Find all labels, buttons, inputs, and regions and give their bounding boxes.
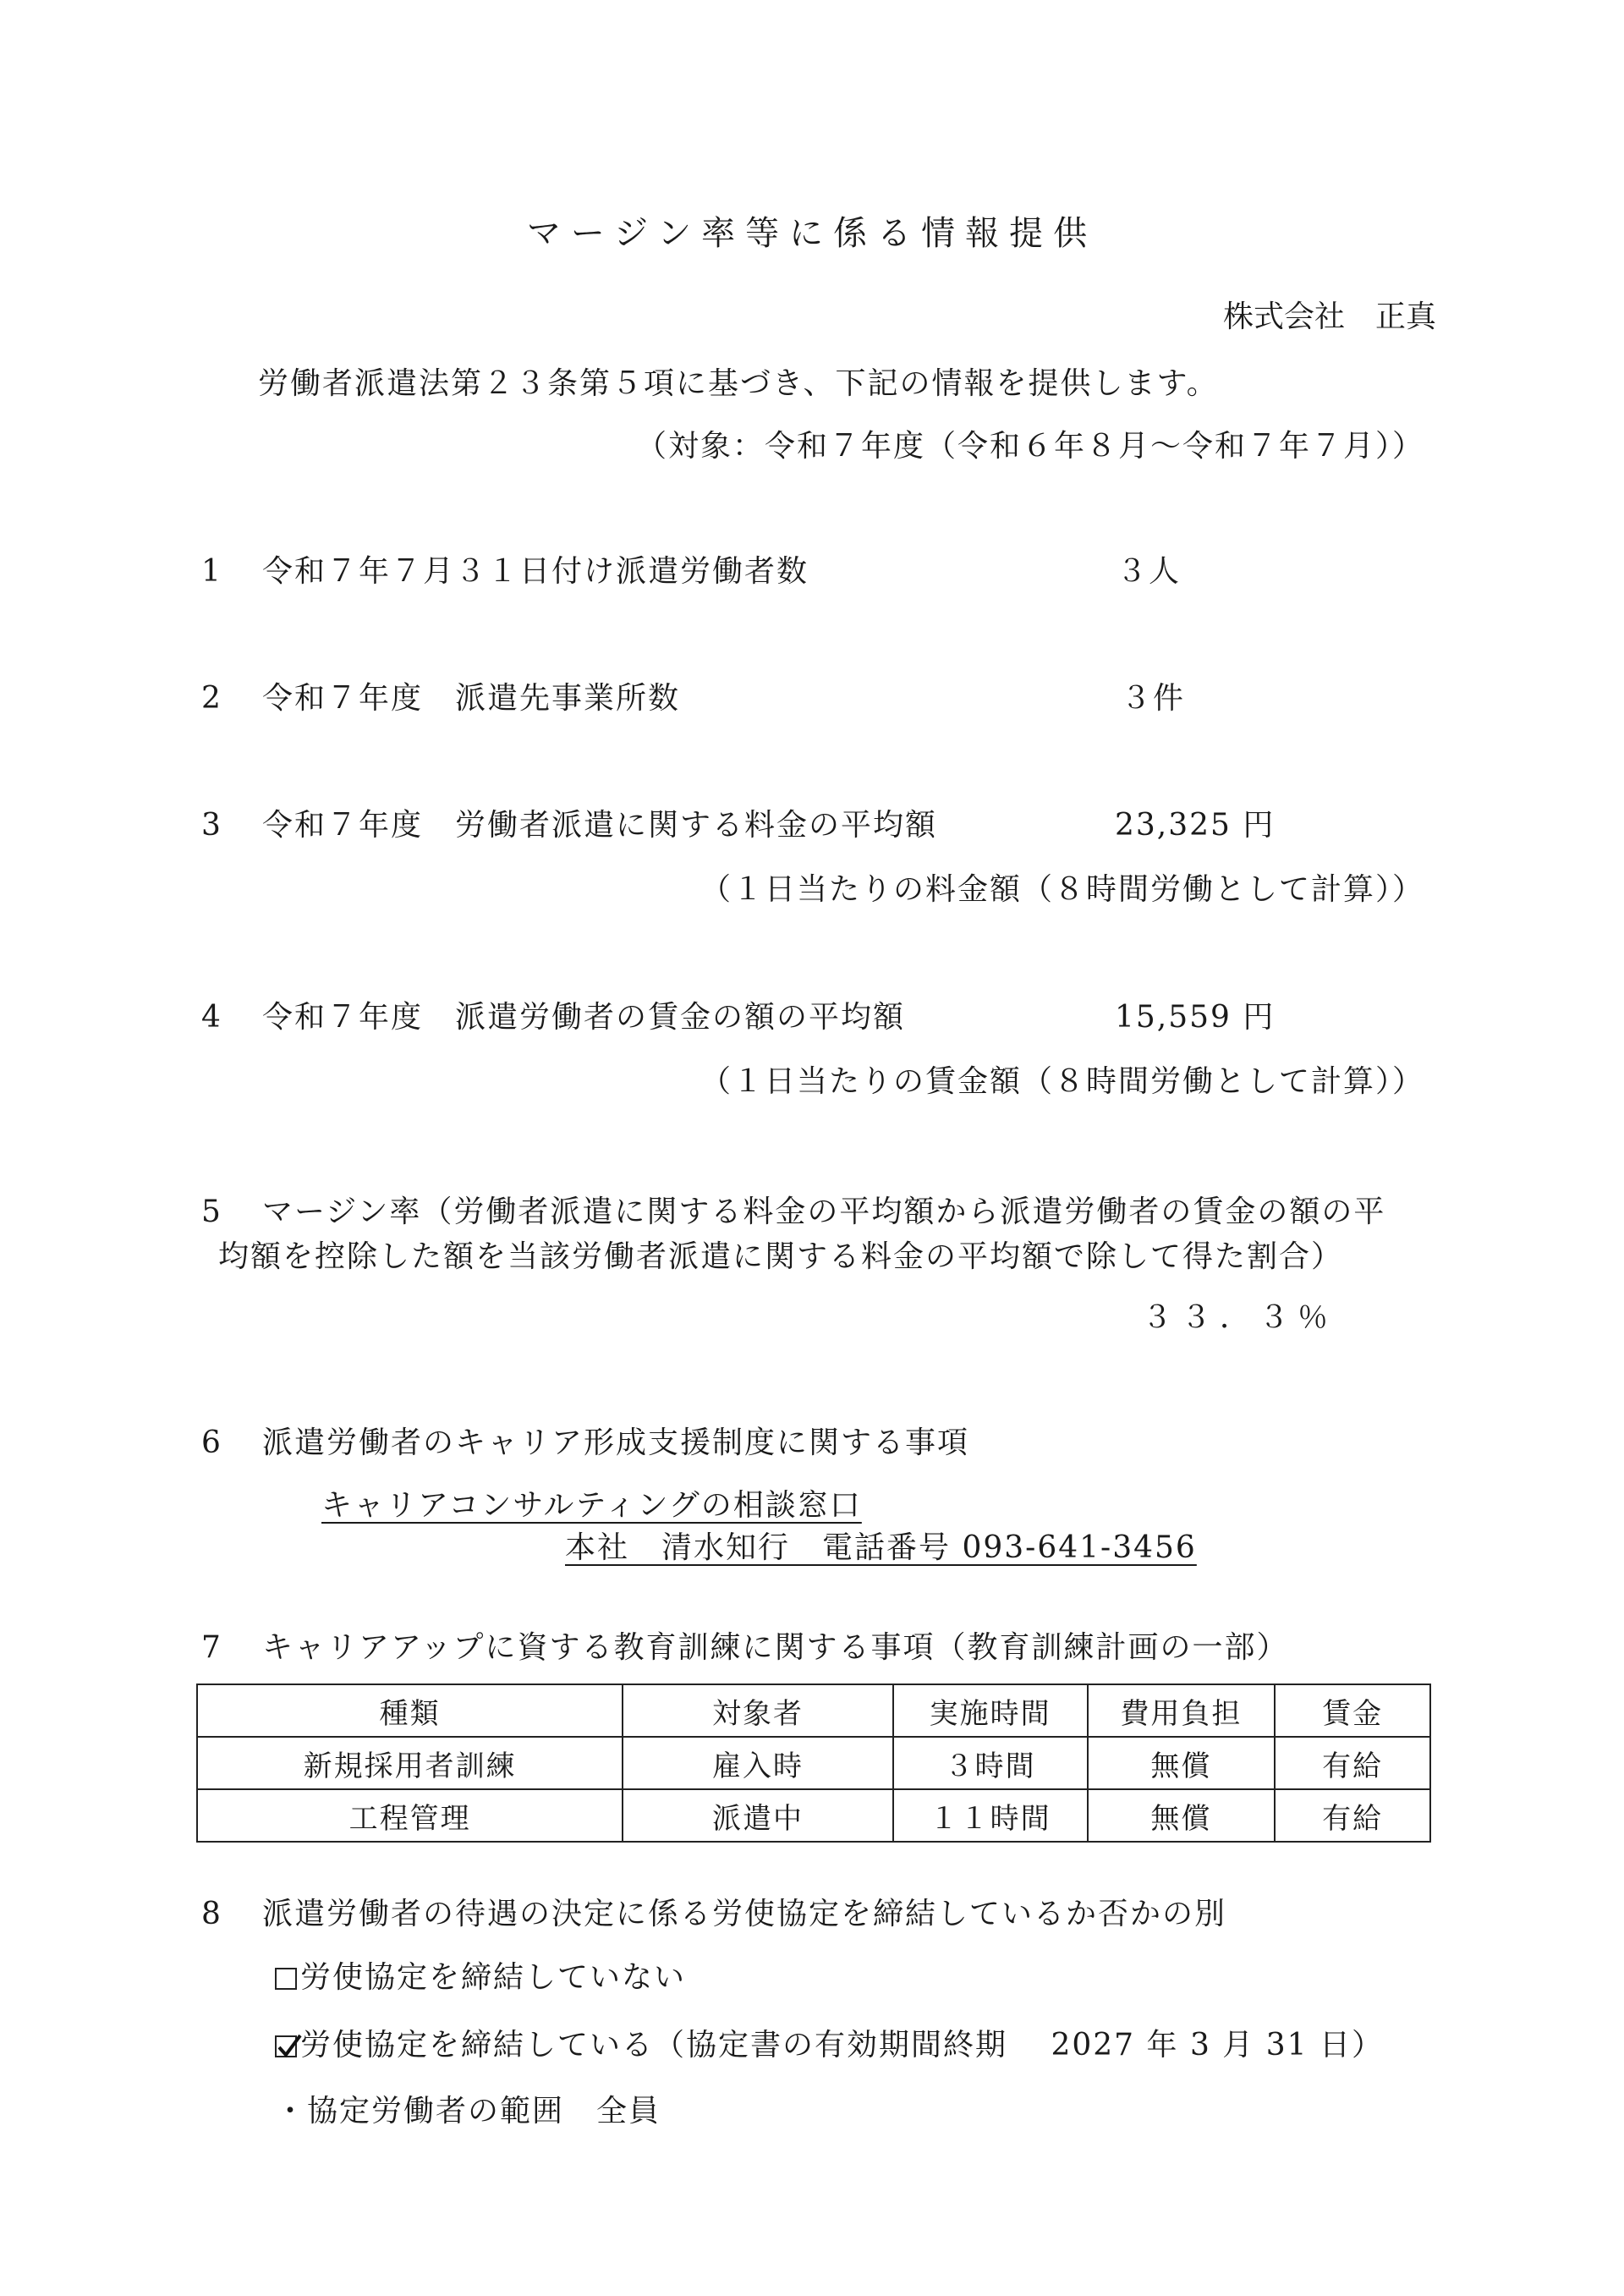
table-cell: 工程管理 bbox=[197, 1789, 623, 1842]
table-cell: ３時間 bbox=[893, 1737, 1088, 1789]
option-agreement-label: 労使協定を締結している（協定書の有効期間終期 2027 年 3 月 31 日） bbox=[300, 2028, 1384, 2063]
career-consulting-contact: 本社 清水知行 電話番号 093-641-3456 bbox=[565, 1530, 1197, 1565]
item-4-number: 4 bbox=[201, 1000, 221, 1035]
table-header: 実施時間 bbox=[893, 1684, 1088, 1737]
table-cell: 有給 bbox=[1275, 1737, 1430, 1789]
item-3-value: 23,325 円 bbox=[1115, 808, 1276, 843]
item-8-text: 派遣労働者の待遇の決定に係る労使協定を締結しているか否かの別 bbox=[262, 1897, 1227, 1931]
item-3-text: 令和７年度 労働者派遣に関する料金の平均額 bbox=[262, 808, 938, 843]
table-cell: １１時間 bbox=[893, 1789, 1088, 1842]
table-cell: 新規採用者訓練 bbox=[197, 1737, 623, 1789]
item-6-text: 派遣労働者のキャリア形成支援制度に関する事項 bbox=[262, 1425, 970, 1460]
item-5-number: 5 bbox=[201, 1195, 221, 1229]
option-no-agreement-label: 労使協定を締結していない bbox=[300, 1960, 687, 1995]
item-5-line2: 均額を控除した額を当該労働者派遣に関する料金の平均額で除して得た割合） bbox=[218, 1239, 1344, 1274]
table-row bbox=[197, 1789, 1430, 1842]
item-2-text: 令和７年度 派遣先事業所数 bbox=[262, 681, 681, 716]
option-no-agreement bbox=[275, 1960, 687, 1995]
item-2-number: 2 bbox=[201, 681, 221, 716]
item-8-number: 8 bbox=[201, 1897, 221, 1931]
item-4-text: 令和７年度 派遣労働者の賃金の額の平均額 bbox=[262, 1000, 906, 1035]
table-header: 費用負担 bbox=[1088, 1684, 1276, 1737]
company-name: 株式会社 正真 bbox=[1222, 299, 1436, 334]
item-7-number: 7 bbox=[201, 1630, 221, 1665]
scope-text: （対象：令和７年度（令和６年８月～令和７年７月）） bbox=[635, 429, 1424, 464]
table-header: 賃金 bbox=[1275, 1684, 1430, 1737]
page-title: マージン率等に係る情報提供 bbox=[526, 214, 1098, 253]
table-header-row bbox=[197, 1684, 1430, 1737]
table-header: 種類 bbox=[197, 1684, 623, 1737]
table-cell: 有給 bbox=[1275, 1789, 1430, 1842]
item-7-text: キャリアアップに資する教育訓練に関する事項（教育訓練計画の一部） bbox=[262, 1630, 1289, 1665]
intro-text: 労働者派遣法第２３条第５項に基づき、下記の情報を提供します。 bbox=[258, 366, 1219, 401]
item-1-text: 令和７年７月３１日付け派遣労働者数 bbox=[262, 554, 809, 589]
option-agreement bbox=[275, 2030, 1384, 2061]
item-6-number: 6 bbox=[201, 1425, 221, 1460]
item-3-note: （１日当たりの料金額（８時間労働として計算）） bbox=[700, 872, 1424, 907]
item-5-value: ３３．３％ bbox=[1142, 1300, 1337, 1335]
item-1-number: 1 bbox=[201, 554, 221, 589]
table-cell: 無償 bbox=[1088, 1789, 1276, 1842]
table-cell: 雇入時 bbox=[623, 1737, 893, 1789]
item-4-note: （１日当たりの賃金額（８時間労働として計算）） bbox=[700, 1064, 1424, 1099]
career-consulting-desk: キャリアコンサルティングの相談窓口 bbox=[321, 1488, 862, 1523]
item-1-value: ３人 bbox=[1116, 554, 1182, 589]
unchecked-checkbox-icon bbox=[275, 1968, 297, 1990]
item-5-line1: マージン率（労働者派遣に関する料金の平均額から派遣労働者の賃金の額の平 bbox=[262, 1195, 1386, 1229]
agreement-worker-scope: ・協定労働者の範囲 全員 bbox=[275, 2094, 661, 2128]
item-3-number: 3 bbox=[201, 808, 221, 843]
table-cell: 派遣中 bbox=[623, 1789, 893, 1842]
item-4-value: 15,559 円 bbox=[1115, 1000, 1276, 1035]
item-2-value: ３件 bbox=[1121, 681, 1186, 716]
table-header: 対象者 bbox=[623, 1684, 893, 1737]
checked-checkbox-icon bbox=[275, 2035, 297, 2057]
table-row bbox=[197, 1737, 1430, 1789]
training-table bbox=[196, 1684, 1431, 1843]
table-cell: 無償 bbox=[1088, 1737, 1276, 1789]
